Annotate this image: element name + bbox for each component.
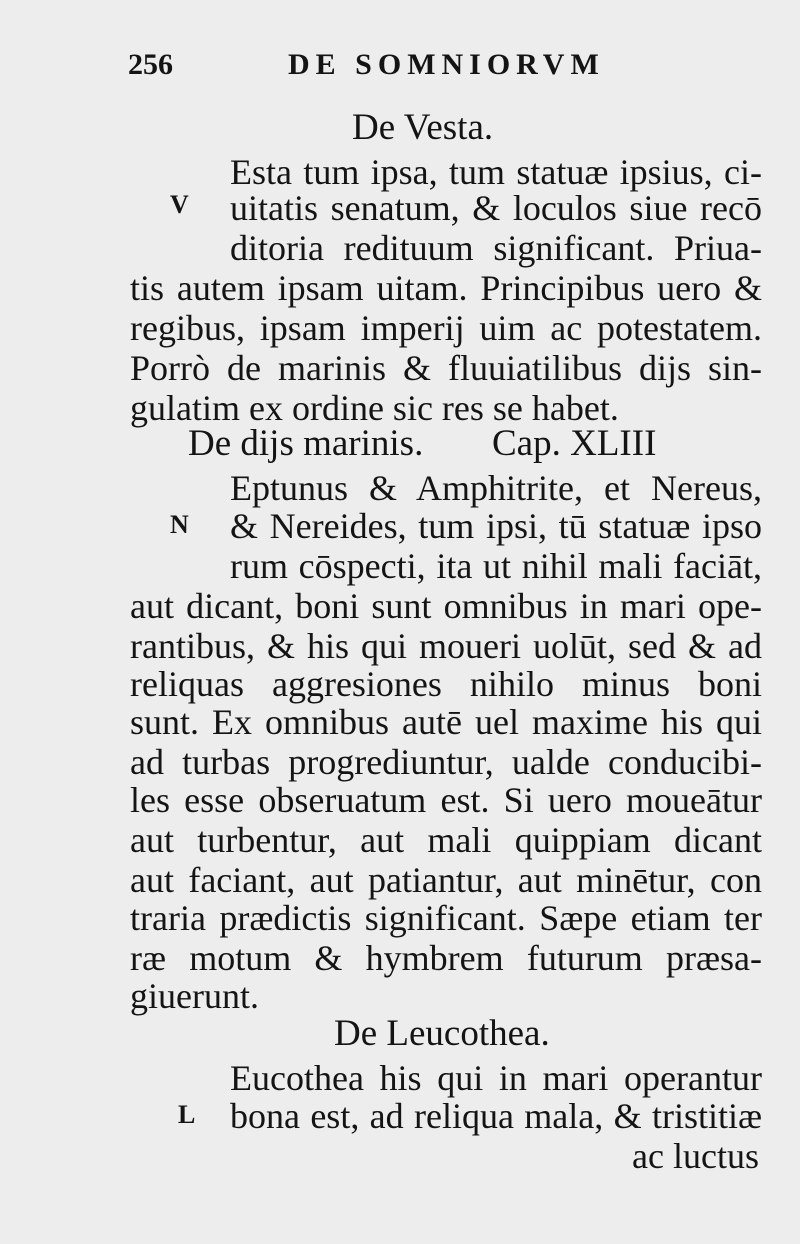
running-title: DE SOMNIORVM — [288, 48, 605, 81]
text-line: ræ motum & hymbrem futurum præsa- — [130, 938, 762, 978]
text-line: Eptunus & Amphitrite, et Nereus, — [230, 468, 762, 508]
text-line: aut dicant, boni sunt omnibus in mari ope- — [130, 586, 762, 626]
catchword-line: ac luctus — [632, 1136, 759, 1176]
text-line: Porrò de marinis & fluuiatilibus dijs sin- — [130, 348, 762, 388]
chapter-number: Cap. XLIII — [492, 423, 657, 464]
text-line: giuerunt. — [130, 976, 259, 1016]
text-line: Eucothea his qui in mari operantur — [230, 1058, 762, 1098]
text-line: uitatis senatum, & loculos siue recō — [230, 188, 762, 228]
text-line: rantibus, & his qui moueri uolūt, sed & ad — [130, 626, 762, 666]
text-line: les esse obseruatum est. Si uero moueātur — [130, 780, 762, 820]
text-line: aut turbentur, aut mali quippiam dicant — [130, 820, 762, 860]
text-line: bona est, ad reliqua mala, & tristitiæ — [230, 1096, 762, 1136]
text-line: regibus, ipsam imperij uim ac potestatem. — [130, 308, 762, 348]
text-line: ditoria redituum significant. Priua- — [230, 228, 762, 268]
marginal-letter: V — [170, 190, 189, 219]
marginal-letter: N — [170, 510, 189, 539]
marginal-letter: L — [178, 1100, 196, 1129]
section-heading-leucothea: De Leucothea. — [334, 1013, 550, 1054]
page-number: 256 — [128, 48, 173, 81]
section-heading-marinis: De dijs marinis. — [188, 423, 424, 464]
text-line: rum cōspecti, ita ut nihil mali faciāt, — [230, 546, 762, 586]
text-line: aut faciant, aut patiantur, aut minētur, con — [130, 860, 762, 900]
text-line: traria prædictis significant. Sæpe etiam ter — [130, 898, 762, 938]
text-line: reliquas aggresiones nihilo minus boni — [130, 664, 762, 704]
section-heading-vesta: De Vesta. — [352, 107, 494, 148]
text-line: tis autem ipsam uitam. Principibus uero & — [130, 268, 762, 308]
page-header — [128, 48, 648, 88]
text-line: Esta tum ipsa, tum statuæ ipsius, ci- — [230, 152, 762, 192]
text-line: sunt. Ex omnibus autē uel maxime his qui — [130, 702, 762, 742]
text-line: ad turbas progrediuntur, ualde conducibi- — [130, 742, 762, 782]
text-line: & Nereides, tum ipsi, tū statuæ ipso — [230, 506, 762, 546]
text-line: gulatim ex ordine sic res se habet. — [130, 388, 619, 428]
